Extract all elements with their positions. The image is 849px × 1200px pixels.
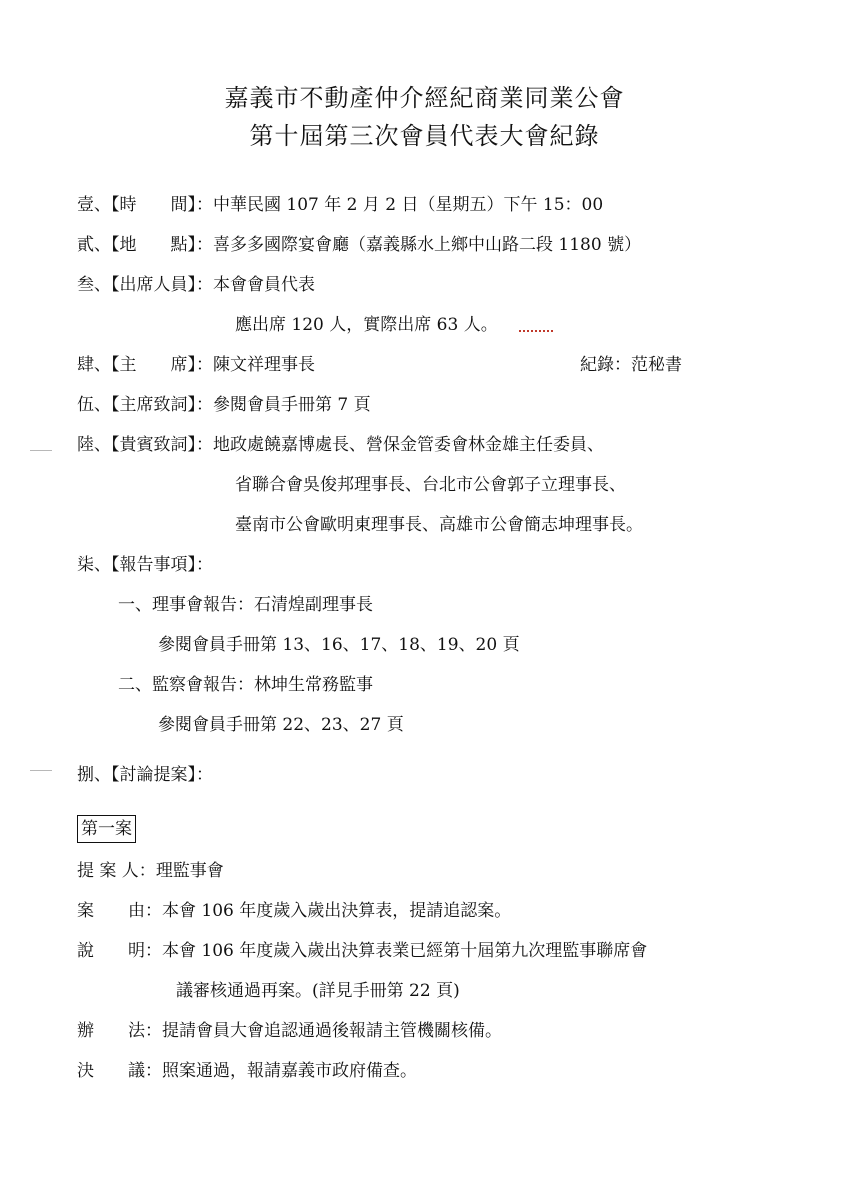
item-number: 捌、 [77,765,111,785]
item-number: 叁、 [77,275,111,295]
attendees-count: 應出席 120 人，實際出席 63 人。 [235,315,498,335]
guest-list-line-2: 省聯合會吳俊邦理事長、台北市公會郭子立理事長、 [235,475,626,495]
item-number: 肆、 [77,355,111,375]
case-reason-value: 本會 106 年度歲入歲出決算表，提請追認案。 [162,901,512,921]
case-heading: 第一案 [77,815,136,843]
case-resolution-label: 決 議： [77,1061,162,1081]
item-text: 參閱會員手冊第 7 頁 [213,395,371,415]
report-supervisors-pages: 參閱會員手冊第 22、23、27 頁 [158,715,404,735]
item-attendees [77,274,315,296]
item-location [77,234,641,256]
item-text: 地政處饒嘉博處長、營保金管委會林金雄主任委員、 [213,435,604,455]
scan-mark [30,450,52,451]
case-method-label: 辦 法： [77,1021,162,1041]
case-method-value: 提請會員大會追認通過後報請主管機關核備。 [162,1021,502,1041]
item-number: 柒、 [77,555,111,575]
red-pen-mark [519,328,553,332]
item-label: 【時 間】： [111,195,213,215]
report-board: 一、理事會報告：石清煌副理事長 [118,595,373,615]
case-reason [77,900,511,922]
item-chair-speech [77,394,371,416]
item-text: 本會會員代表 [213,275,315,295]
document-title-line-2: 第十屆第三次會員代表大會紀錄 [249,122,600,150]
item-proposals [77,764,213,786]
item-label: 【出席人員】： [111,275,213,295]
case-proposer-label: 提 案 人： [77,861,156,881]
item-label: 【報告事項】： [111,555,213,575]
document-title-line-1: 嘉義市不動產仲介經紀商業同業公會 [224,84,625,112]
item-number: 陸、 [77,435,111,455]
recorder: 紀錄：范秘書 [580,355,682,375]
case-method [77,1020,502,1042]
item-number: 伍、 [77,395,111,415]
item-time [77,194,603,216]
case-explanation-label: 說 明： [77,941,162,961]
item-text: 喜多多國際宴會廳（嘉義縣水上鄉中山路二段 1180 號） [213,235,642,255]
item-label: 【主 席】： [111,355,213,375]
item-guest-speech [77,434,604,456]
scan-mark [30,770,52,771]
item-reports [77,554,213,576]
case-explanation-value: 本會 106 年度歲入歲出決算表業已經第十屆第九次理監事聯席會 [162,941,648,961]
case-explanation [77,940,647,962]
item-number: 貳、 [77,235,111,255]
case-resolution [77,1060,417,1082]
item-label: 【貴賓致詞】： [111,435,213,455]
case-resolution-value: 照案通過，報請嘉義市政府備查。 [162,1061,417,1081]
item-text: 陳文祥理事長 [213,355,315,375]
report-board-pages: 參閱會員手冊第 13、16、17、18、19、20 頁 [158,635,520,655]
item-label: 【討論提案】： [111,765,213,785]
case-explanation-line-2: 議審核通過再案。(詳見手冊第 22 頁) [176,981,460,1001]
case-proposer [77,860,224,882]
case-reason-label: 案 由： [77,901,162,921]
report-supervisors: 二、監察會報告：林坤生常務監事 [118,675,373,695]
item-label: 【主席致詞】： [111,395,213,415]
item-text: 中華民國 107 年 2 月 2 日（星期五）下午 15：00 [213,195,604,215]
item-label: 【地 點】： [111,235,213,255]
item-chair [77,354,315,376]
guest-list-line-3: 臺南市公會歐明東理事長、高雄市公會簡志坤理事長。 [235,515,643,535]
item-number: 壹、 [77,195,111,215]
case-proposer-value: 理監事會 [155,861,224,881]
